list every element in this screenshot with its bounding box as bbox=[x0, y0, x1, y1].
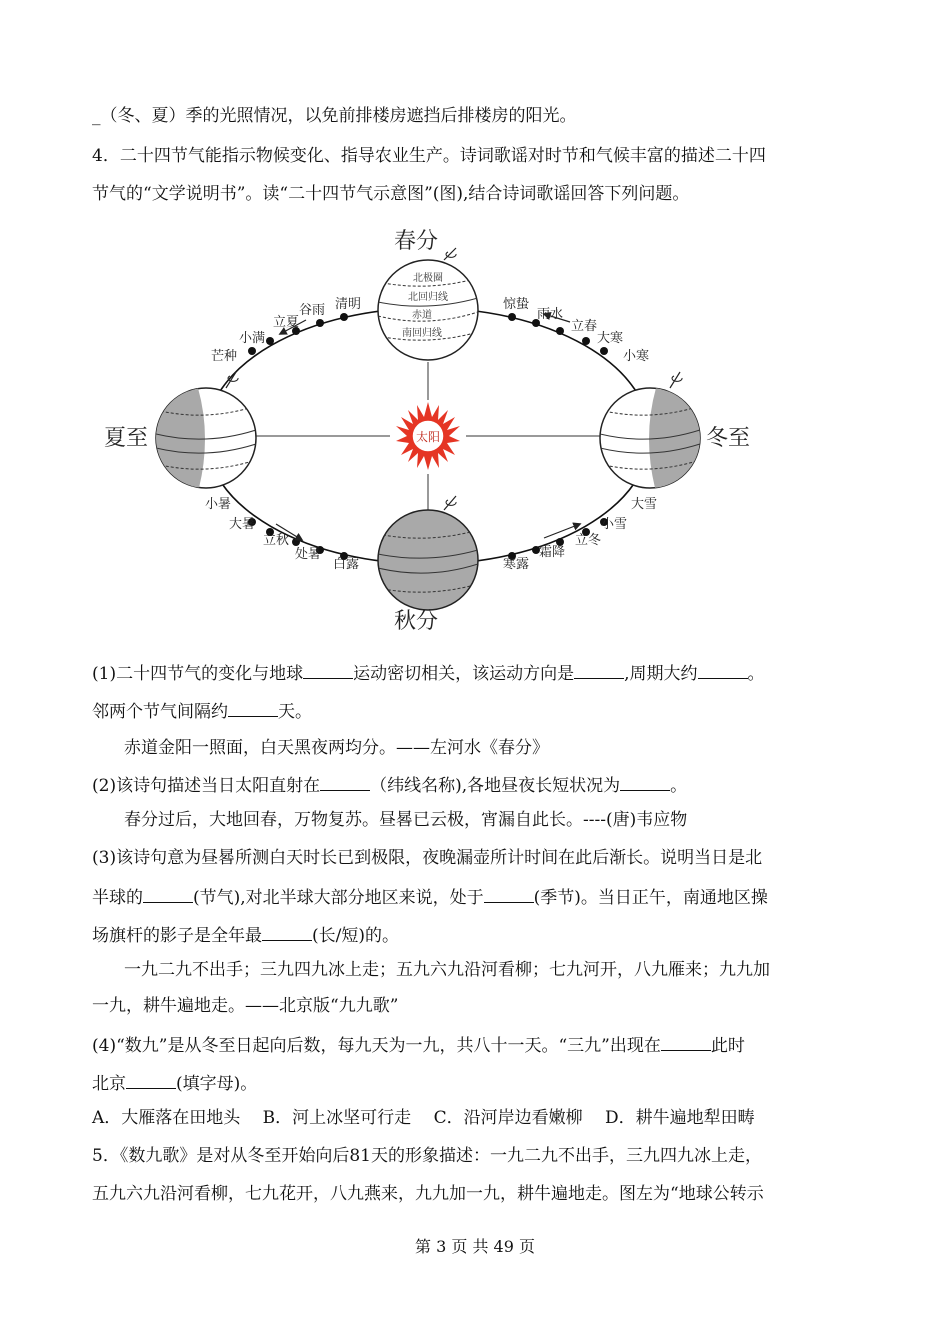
answer-blank[interactable] bbox=[620, 772, 670, 791]
lat-arctic-label: 北极圈 bbox=[413, 273, 443, 284]
term-qingming: 清明 bbox=[334, 297, 362, 312]
term-dashu: 大暑 bbox=[228, 517, 256, 532]
question-4-3-line-2: 半球的 (节气),对北半球大部分地区来说，处于 (季节)。当日正午，南通地区操 bbox=[92, 884, 768, 910]
text-line-0: _（冬、夏）季的光照情况，以免前排楼房遮挡后排楼房的阳光。 bbox=[92, 106, 577, 126]
question-4-3-line-1: (3)该诗句意为昼晷所测白天时长已到极限，夜晚漏壶所计时间在此后渐长。说明当日是北 bbox=[92, 848, 763, 868]
answer-blank[interactable] bbox=[484, 884, 534, 903]
question-4-intro-line-2: 节气的“文学说明书”。读“二十四节气示意图”(图),结合诗词歌谣回答下列问题。 bbox=[92, 184, 690, 204]
term-xiaoxue: 小雪 bbox=[600, 517, 628, 532]
summer-solstice-label: 夏至 bbox=[103, 426, 149, 451]
term-xiaoman: 小满 bbox=[238, 331, 266, 346]
lat-cancer-label: 北回归线 bbox=[408, 292, 448, 303]
term-lidong: 立冬 bbox=[574, 533, 602, 548]
term-liqiu: 立秋 bbox=[262, 533, 290, 548]
question-4-2: (2)该诗句描述当日太阳直射在 （纬线名称),各地昼夜长短状况为 。 bbox=[92, 772, 687, 798]
term-shuangjiang: 霜降 bbox=[538, 545, 566, 560]
answer-blank[interactable] bbox=[126, 1070, 176, 1089]
sun-label: 太阳 bbox=[415, 430, 441, 444]
globe-spring-icon bbox=[378, 248, 478, 360]
question-4-intro-line-1: 4．二十四节气能指示物候变化、指导农业生产。诗词歌谣对时节和气候丰富的描述二十四 bbox=[92, 146, 766, 166]
question-5-line-2: 五九六九沿河看柳，七九花开，八九燕来，九九加一九，耕牛遍地走。图左为“地球公转示 bbox=[92, 1184, 764, 1204]
poem-3-line-2: 一九，耕牛遍地走。——北京版“九九歌” bbox=[92, 996, 399, 1016]
question-4-4-options: A．大雁落在田地头 B．河上冰坚可行走 C．沿河岸边看嫩柳 D．耕牛遍地犁田畴 bbox=[92, 1108, 755, 1128]
solar-terms-diagram bbox=[92, 212, 862, 650]
autumn-equinox-label: 秋分 bbox=[393, 609, 439, 634]
answer-blank[interactable] bbox=[698, 660, 748, 679]
term-lichun: 立春 bbox=[570, 319, 598, 334]
term-yushui: 雨水 bbox=[536, 307, 564, 322]
question-5-line-1: 5．《数九歌》是对从冬至开始向后81天的形象描述：一九二九不出手，三九四九冰上走， bbox=[92, 1146, 762, 1166]
term-daxue: 大雪 bbox=[630, 497, 658, 512]
term-hanlu: 寒露 bbox=[502, 557, 530, 572]
poem-3-line-1: 一九二九不出手；三九四九冰上走；五九六九沿河看柳；七九河开，八九雁来；九九加 bbox=[124, 960, 770, 980]
answer-blank[interactable] bbox=[320, 772, 370, 791]
answer-blank[interactable] bbox=[262, 922, 312, 941]
lat-capricorn-label: 南回归线 bbox=[402, 328, 442, 339]
answer-blank[interactable] bbox=[661, 1032, 711, 1051]
poem-1: 赤道金阳一照面，白天黑夜两均分。——左河水《春分》 bbox=[124, 738, 549, 758]
term-lixia: 立夏 bbox=[272, 315, 300, 330]
lat-equator-label: 赤道 bbox=[412, 310, 432, 321]
page-footer: 第 3 页 共 49 页 bbox=[415, 1237, 535, 1256]
term-xiaohan: 小寒 bbox=[622, 349, 650, 364]
term-guyu: 谷雨 bbox=[298, 303, 326, 318]
term-bailu: 白露 bbox=[332, 557, 360, 572]
answer-blank[interactable] bbox=[228, 698, 278, 717]
answer-blank[interactable] bbox=[303, 660, 353, 679]
question-4-1-line-1: (1)二十四节气的变化与地球 运动密切相关，该运动方向是 ,周期大约 。 bbox=[92, 660, 765, 686]
winter-solstice-label: 冬至 bbox=[705, 426, 751, 451]
question-4-1-line-2: 邻两个节气间隔约 天。 bbox=[92, 698, 312, 724]
term-chushu: 处暑 bbox=[294, 547, 322, 562]
answer-blank[interactable] bbox=[143, 884, 193, 903]
term-xiaoshu: 小暑 bbox=[204, 497, 232, 512]
question-4-4-line-1: (4)“数九”是从冬至日起向后数，每九天为一九，共八十一天。“三九”出现在 此时 bbox=[92, 1032, 745, 1058]
spring-equinox-label: 春分 bbox=[393, 229, 439, 254]
term-jingzhe: 惊蛰 bbox=[502, 297, 530, 312]
term-mangzhong: 芒种 bbox=[210, 349, 238, 364]
poem-2: 春分过后，大地回春，万物复苏。昼晷已云极，宵漏自此长。----(唐)韦应物 bbox=[124, 810, 688, 830]
globe-winter-icon bbox=[600, 372, 706, 494]
answer-blank[interactable] bbox=[574, 660, 624, 679]
question-4-3-line-3: 场旗杆的影子是全年最 (长/短)的。 bbox=[92, 922, 399, 948]
term-dahan: 大寒 bbox=[596, 331, 624, 346]
question-4-4-line-2: 北京 (填字母)。 bbox=[92, 1070, 257, 1096]
globe-autumn-icon bbox=[378, 496, 478, 610]
globe-summer-icon bbox=[152, 372, 256, 494]
